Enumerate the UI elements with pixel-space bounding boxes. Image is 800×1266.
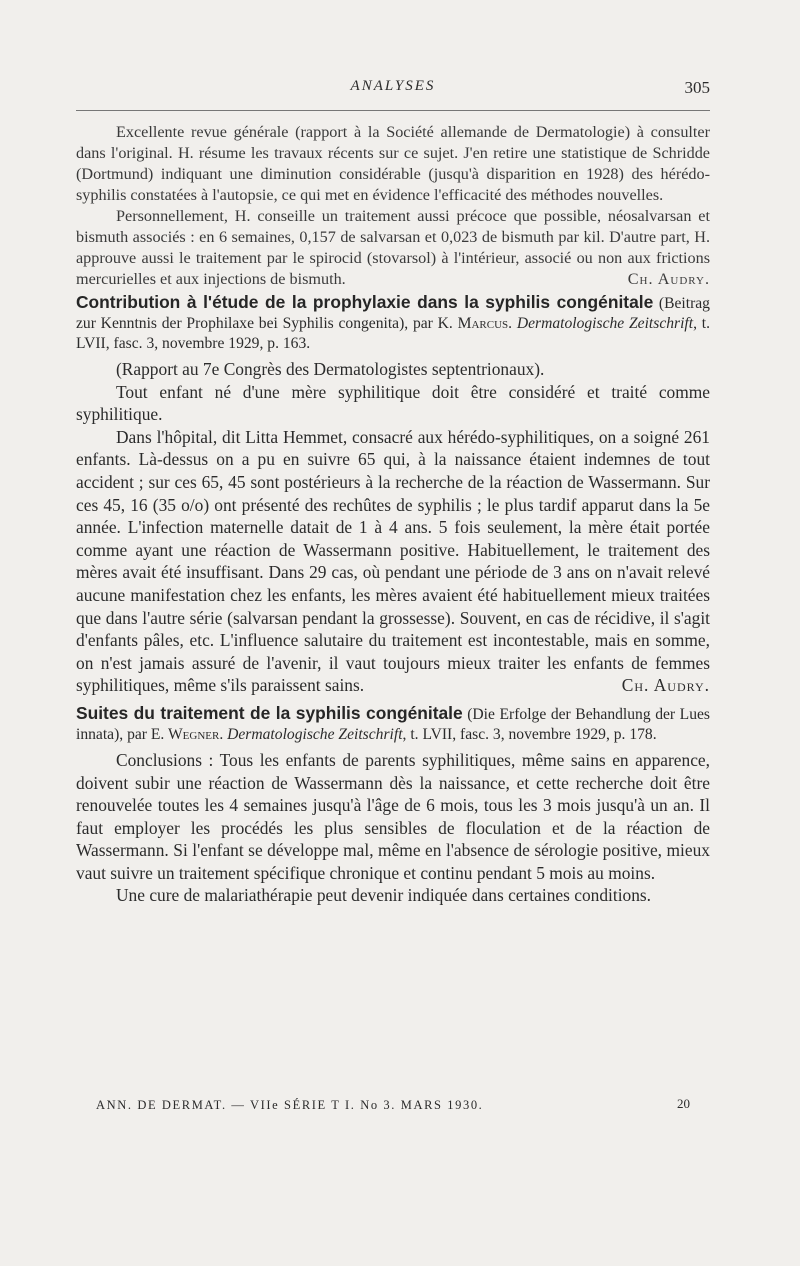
journal-footer-line: ANN. DE DERMAT. — VIIe SÉRIE T I. No 3. MARS 1930. bbox=[96, 1098, 484, 1112]
signature-mark: 20 bbox=[677, 1096, 690, 1111]
article-heading bbox=[76, 703, 710, 745]
paragraph bbox=[76, 206, 710, 290]
paragraph-text: Personnellement, H. conseille un traitement aussi précoce que possible, néosalvarsan et bismuth associés : en 6 semaines, 0,157 de salvarsan et 0,023 de bismuth par kil. D'autre part, H. approuve aussi le traitement par le spirocid (stovarsol) à l'intérieur, associé ou non aux frictions mercurielles et aux injections de bismuth. bbox=[76, 207, 710, 288]
paragraph-text: Dans l'hôpital, dit Litta Hemmet, consacré aux hérédo-syphilitiques, on a soigné 261 enfants. Là-dessus on a pu en suivre 65 qui, à la naissance étaient indemnes de tout accident ; sur ces 65, 45 sont postérieurs à la recherche de la réaction de Wassermann. Sur ces 45, 16 (35 o/o) ont présenté des rechûtes de syphilis ; le plus tardif apparut dans la 5e année. L'infection maternelle datait de 1 à 4 ans. 5 fois seulement, la mère était portée comme ayant une réaction de Wassermann positive. Habituellement, le traitement des mères avait été insuffisant. Dans 29 cas, où pendant une période de 3 ans on n'avait relevé aucune manifestation chez les enfants, les mères avaient été habituellement mieux traitées que dans l'autre série (salvarsan pendant la grossesse). Souvent, en cas de récidive, il s'agit d'enfants pâles, etc. L'influence salutaire du traitement est incontestable, mais en somme, on n'est jamais assuré de l'avenir, il vaut toujours mieux traiter les enfants de femmes syphilitiques, même s'ils paraissent sains. bbox=[76, 426, 710, 696]
author: E. Wegner bbox=[150, 725, 220, 743]
paragraph: Une cure de malariathérapie peut devenir indiquée dans certaines conditions. bbox=[116, 885, 652, 906]
paragraph: Tout enfant né d'une mère syphilitique doit être considéré et traité comme syphilitique. bbox=[76, 381, 710, 425]
reference-tail: , t. LVII, fasc. 3, novembre 1929, p. 163. bbox=[76, 315, 711, 352]
reference-sep: . bbox=[508, 315, 517, 332]
reference-text: (Beitrag zur Kenntnis der Prophilaxe bei Syphilis congenita), par bbox=[76, 295, 710, 332]
main-text bbox=[76, 122, 710, 907]
journal: Dermatologische Zeitschrift bbox=[227, 725, 403, 743]
reference-sep: . bbox=[219, 725, 228, 743]
article-title: Suites du traitement de la syphilis congénitale bbox=[76, 702, 463, 723]
article-title: Contribution à l'étude de la prophylaxie dans la syphilis congénitale bbox=[76, 292, 654, 312]
reference-tail: , t. LVII, fasc. 3, novembre 1929, p. 178. bbox=[402, 725, 657, 743]
article-suites bbox=[76, 703, 710, 907]
reference-text: (Die Erfolge der Behandlung der Lues innata), par bbox=[76, 705, 710, 743]
paragraph: Excellente revue générale (rapport à la Société allemande de Dermatologie) à consulter dans l'original. H. résume les travaux récents sur ce sujet. J'en retire une statistique de Schridde (Dortmund) indiquant une diminution considérable (jusqu'à disparition en 1928) des hérédo-syphilis constatées à l'autopsie, ce qui met en évidence l'efficacité des méthodes nouvelles. bbox=[76, 123, 710, 204]
running-head bbox=[76, 78, 710, 108]
review-continuation bbox=[76, 122, 710, 290]
running-title: ANALYSES bbox=[350, 78, 436, 94]
page-number: 305 bbox=[684, 78, 710, 97]
author: K. Marcus bbox=[437, 315, 509, 332]
article-heading bbox=[76, 292, 710, 354]
article-contribution bbox=[76, 292, 710, 697]
header-rule bbox=[76, 110, 710, 111]
paragraph: (Rapport au 7e Congrès des Dermatologistes septentrionaux). bbox=[116, 359, 545, 379]
signature: Ch. Audry. bbox=[627, 270, 710, 288]
paragraph bbox=[76, 426, 710, 697]
journal: Dermatologische Zeitschrift bbox=[516, 315, 694, 332]
page-footer bbox=[96, 1098, 690, 1113]
signature: Ch. Audry. bbox=[621, 675, 710, 696]
paragraph: Conclusions : Tous les enfants de parents syphilitiques, même sains en apparence, doivent subir une réaction de Wassermann dès la naissance, et cette recherche doit être renouvelée toutes les 4 semaines jusqu'à l'âge de 6 mois, tous les 3 mois jusqu'à un an. Il faut employer les procédés les plus sensibles de floculation et de la réaction de Wassermann. Si l'enfant se développe mal, même en l'absence de sérologie positive, mieux vaut suivre un traitement spécifique chronique et continu pendant 5 mois au moins. bbox=[76, 749, 710, 883]
